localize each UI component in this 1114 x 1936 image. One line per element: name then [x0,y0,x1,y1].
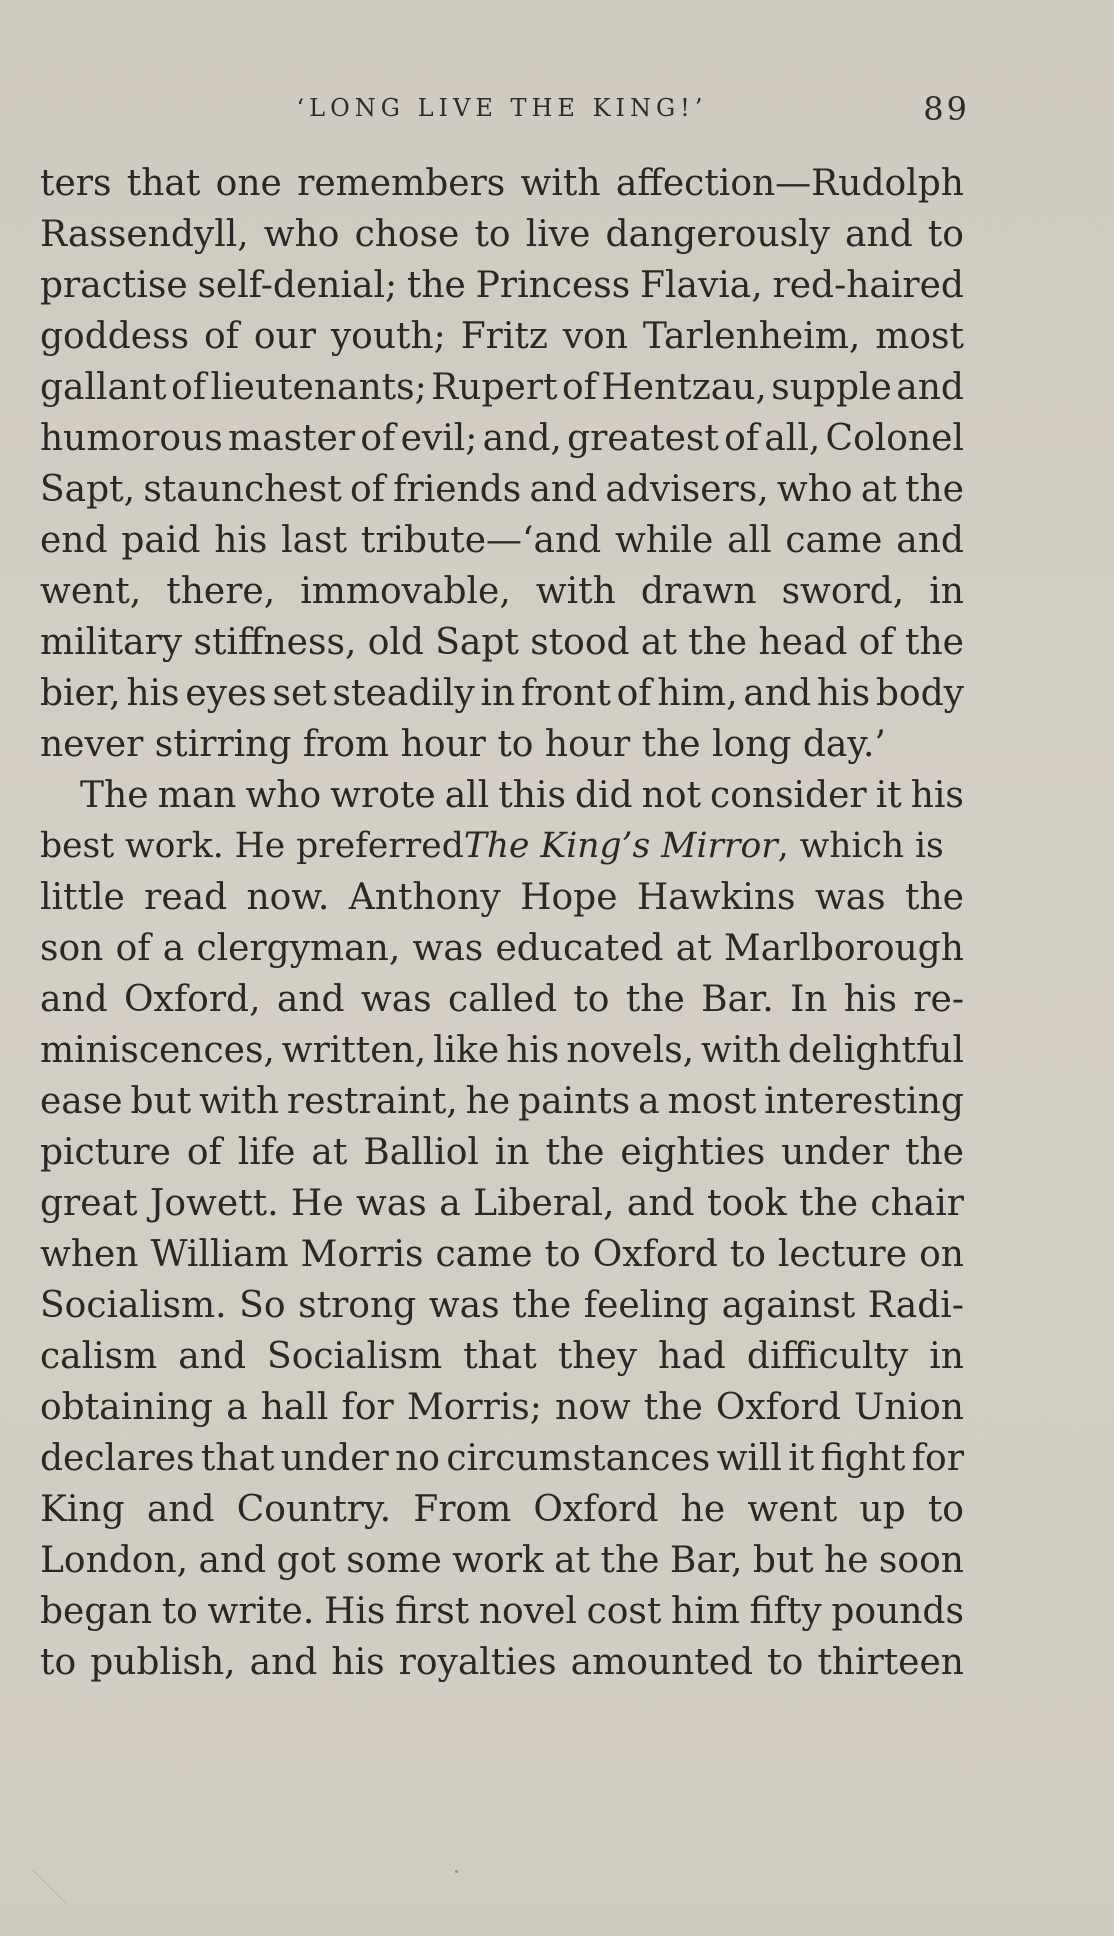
word: to [573,979,610,1020]
word: of [724,418,760,459]
word: the [905,469,964,510]
word: master [228,418,356,459]
word: and [249,1642,318,1683]
word: dangerously [605,214,830,255]
running-head [40,90,970,130]
word: Country. [236,1489,392,1530]
word: with [520,163,601,204]
text-line [40,515,964,566]
text-line [40,1433,964,1484]
word: with [701,1030,781,1071]
word: Balliol [363,1132,479,1173]
word: Rassendyll, [40,214,249,255]
text-line [40,1076,964,1127]
word: of [616,673,652,714]
word: it [788,1438,815,1479]
text-line [40,1280,964,1331]
word: of [360,418,396,459]
word: pounds [831,1591,964,1632]
word: Sapt, [40,469,136,510]
word: write. [207,1591,315,1632]
word: all [444,775,490,816]
word: paid [121,520,201,561]
text-line [40,464,964,515]
word: with [199,1081,280,1122]
word: Morris [300,1234,424,1275]
word: Bar. [701,979,774,1020]
word: wrote [330,775,436,816]
word: was [814,877,886,918]
page-number: 89 [923,90,970,128]
word: remembers [297,163,506,204]
text-line [40,1484,964,1535]
word: eighties [620,1132,766,1173]
word: life [237,1132,296,1173]
word: amounted [570,1642,754,1683]
word: called [448,979,558,1020]
word: Hentzau, [601,367,767,408]
word: him [671,1591,740,1632]
word: to [927,1489,964,1530]
word: now [555,1387,631,1428]
word: fight [820,1438,906,1479]
word: the [406,265,466,306]
word: man [157,775,237,816]
paper-speck [455,1870,458,1873]
word: they [557,1336,638,1377]
word: when [40,1234,139,1275]
text-line [40,1586,964,1637]
word: great [40,1183,138,1224]
word: feeling [583,1285,709,1326]
word: of [561,367,597,408]
word: ters [40,163,112,204]
word: most [667,1081,757,1122]
word: and [276,979,345,1020]
word: Flavia, [640,265,763,306]
word: ease [40,1081,123,1122]
word: now. [246,877,330,918]
word: in [929,571,964,612]
text-line [40,1025,964,1076]
word: on [919,1234,964,1275]
word: most [875,316,964,357]
word: interesting [764,1081,964,1122]
word: while [614,520,714,561]
word: Fritz [460,316,548,357]
word: In [790,979,828,1020]
word: a [638,1081,660,1122]
word: Colonel [825,418,964,459]
word: he [465,1081,511,1122]
word: began [40,1591,153,1632]
word: From [413,1489,512,1530]
word: that [200,1438,275,1479]
word: it [875,775,902,816]
word: that [126,163,201,204]
word: Hope [520,877,618,918]
word: who [263,214,340,255]
word: and [40,979,108,1020]
word: Oxford [715,1387,841,1428]
word: restraint, [287,1081,458,1122]
word: who [776,469,853,510]
word: immovable, [300,571,511,612]
word: to [474,214,511,255]
word: at [860,469,897,510]
word: took [707,1183,787,1224]
word: and [743,673,812,714]
word: the [904,877,964,918]
word: will [716,1438,782,1479]
word: and [896,367,964,408]
word: some [346,1540,442,1581]
word: and [626,1183,695,1224]
word: affection—Rudolph [615,163,964,204]
word: live [525,214,591,255]
word: the [512,1285,572,1326]
text-line [40,1535,964,1586]
word: He [290,1183,344,1224]
word: under [781,1132,890,1173]
text-line [40,1637,964,1688]
word: end [40,520,108,561]
word: last [281,520,348,561]
word: advisers, [605,469,769,510]
word: in [480,673,516,714]
word: stiffness, [193,622,357,663]
word: to [729,1234,766,1275]
text-line [40,362,964,413]
word: front [520,673,611,714]
word: So [239,1285,286,1326]
text-line [40,668,964,719]
word: came [785,520,883,561]
text-line [40,311,964,362]
word: son [40,928,104,969]
word: got [276,1540,336,1581]
word: Oxford [533,1489,659,1530]
word: his [126,673,180,714]
word: William [150,1234,289,1275]
word: greatest [567,418,719,459]
word: tribute—‘and [360,520,602,561]
word: Sapt [435,622,519,663]
word: was [356,1183,427,1224]
word: supple [771,367,892,408]
text-line-with-title: best work. He preferredThe King’s Mirror, which is [40,821,964,872]
word: the [625,979,685,1020]
word: our [253,316,316,357]
word: calism [40,1336,158,1377]
word: no [395,1438,440,1479]
word: and [529,469,598,510]
word: his [910,775,964,816]
word: body [875,673,964,714]
word: at [640,622,677,663]
word: there, [166,571,276,612]
word: bier, [40,673,121,714]
text-line [40,1178,964,1229]
word: to [927,214,964,255]
word: went, [40,571,142,612]
body-text [40,158,964,1688]
word: had [658,1336,726,1377]
word: sword, [781,571,905,612]
text-line [40,923,964,974]
word: the [799,1183,859,1224]
word: miniscences, [40,1030,275,1071]
word: to [40,1642,77,1683]
word: military [40,622,183,663]
word: and [146,1489,215,1530]
word: first [395,1591,470,1632]
word: chose [354,214,460,255]
word: and [178,1336,246,1377]
word: but [752,1540,814,1581]
word: cost [586,1591,662,1632]
word: friends [393,469,522,510]
word: little [40,877,125,918]
word: Jowett. [149,1183,279,1224]
word: Socialism [267,1336,443,1377]
word: old [367,622,424,663]
word: His [323,1591,386,1632]
word: Radi- [867,1285,964,1326]
word: a [162,928,185,969]
word: difficulty [746,1336,909,1377]
word: Morris; [406,1387,542,1428]
word: red-haired [772,265,964,306]
word: the [905,622,964,663]
word: Rupert [431,367,558,408]
text-line [40,872,964,923]
word: written, [281,1030,427,1071]
word: and [896,520,964,561]
word: delightful [787,1030,964,1071]
word: but [130,1081,192,1122]
word: a [439,1183,461,1224]
word: of [349,469,385,510]
word: a [226,1387,248,1428]
text-line [40,974,964,1025]
word: hall [260,1387,329,1428]
word: he [824,1540,869,1581]
word: was [412,928,484,969]
word: fifty [749,1591,822,1632]
word: Princess [475,265,631,306]
word: clergyman, [196,928,401,969]
word: gallant [40,367,167,408]
word: one [215,163,282,204]
word: under [280,1438,389,1479]
text-line [40,260,964,311]
word: lecture [777,1234,908,1275]
word: up [859,1489,906,1530]
word: re- [913,979,964,1020]
word: the [545,1132,605,1173]
word: Union [854,1387,964,1428]
word: von [562,316,628,357]
word: was [360,979,432,1020]
word: at [554,1540,591,1581]
word: in [494,1132,530,1173]
word: all, [764,418,821,459]
paragraph-start-line [40,770,964,821]
word: Tarlenheim, [642,316,861,357]
word: Oxford [592,1234,718,1275]
word: was [428,1285,500,1326]
text-line [40,209,964,260]
word: consider [710,775,867,816]
word: his [843,979,897,1020]
word: did [574,775,633,816]
word: Liberal, [473,1183,615,1224]
word: paints [518,1081,631,1122]
word: thirteen [817,1642,964,1683]
text-line [40,1229,964,1280]
word: steadily [332,673,475,714]
word: picture [40,1132,171,1173]
word: educated [495,928,664,969]
word: and [198,1540,267,1581]
word: of [171,367,207,408]
word: his [214,520,268,561]
word: Socialism. [40,1285,227,1326]
word: publish, [90,1642,236,1683]
word: Hawkins [636,877,796,918]
word: to [161,1591,198,1632]
word: royalties [398,1642,557,1683]
word: of [186,1132,222,1173]
word: his [816,673,871,714]
word: set [272,673,327,714]
word: all [727,520,772,561]
word: goddess [40,316,190,357]
word: and, [482,418,562,459]
text-line [40,1127,964,1178]
word: of [858,622,894,663]
word: the [643,1387,703,1428]
text-line [40,413,964,464]
word: went [747,1489,838,1530]
text-line [40,158,964,209]
word: Bar, [669,1540,743,1581]
word: read [144,877,228,918]
text-line [40,1382,964,1433]
word: to [544,1234,581,1275]
word: that [463,1336,537,1377]
word: of [203,316,239,357]
word: stood [530,622,630,663]
word: and [845,214,913,255]
text-line [40,617,964,668]
word: against [721,1285,856,1326]
word: with [535,571,616,612]
word: Marlborough [723,928,964,969]
word: obtaining [40,1387,214,1428]
word: eyes [185,673,267,714]
word: The [80,775,149,816]
word: humorous [40,418,223,459]
word: came [435,1234,533,1275]
word: he [680,1489,726,1530]
word: practise [40,265,188,306]
word: King [40,1489,125,1530]
word: like [433,1030,500,1071]
word: at [311,1132,348,1173]
word: novels, [566,1030,695,1071]
word: for [911,1438,964,1479]
word: Anthony [348,877,501,918]
word: Oxford, [124,979,261,1020]
word: lieutenants; [210,367,427,408]
word: evil; [400,418,478,459]
word: drawn [640,571,757,612]
word: staunchest [143,469,342,510]
word: soon [878,1540,964,1581]
word: work [452,1540,544,1581]
word: not [641,775,701,816]
word: youth; [330,316,446,357]
word: declares [40,1438,195,1479]
word: in [929,1336,964,1377]
word: who [245,775,322,816]
word: strong [298,1285,417,1326]
word: the [688,622,748,663]
word: chair [870,1183,964,1224]
text-line: never stirring from hour to hour the long day.’ [40,724,886,765]
word: London, [40,1540,189,1581]
text-line [40,566,964,617]
word: self-denial; [197,265,398,306]
word: circumstances [446,1438,711,1479]
word: at [675,928,712,969]
word: his [331,1642,385,1683]
word: his [506,1030,560,1071]
word: him, [657,673,738,714]
word: of [115,928,151,969]
running-title: ‘LONG LIVE THE KING!’ [296,94,708,122]
word: for [341,1387,394,1428]
word: the [600,1540,660,1581]
word: head [758,622,848,663]
word: the [905,1132,964,1173]
word: novel [478,1591,577,1632]
word: to [767,1642,804,1683]
word: this [498,775,566,816]
book-title: The King’s Mirror [463,826,778,866]
text-line [40,1331,964,1382]
